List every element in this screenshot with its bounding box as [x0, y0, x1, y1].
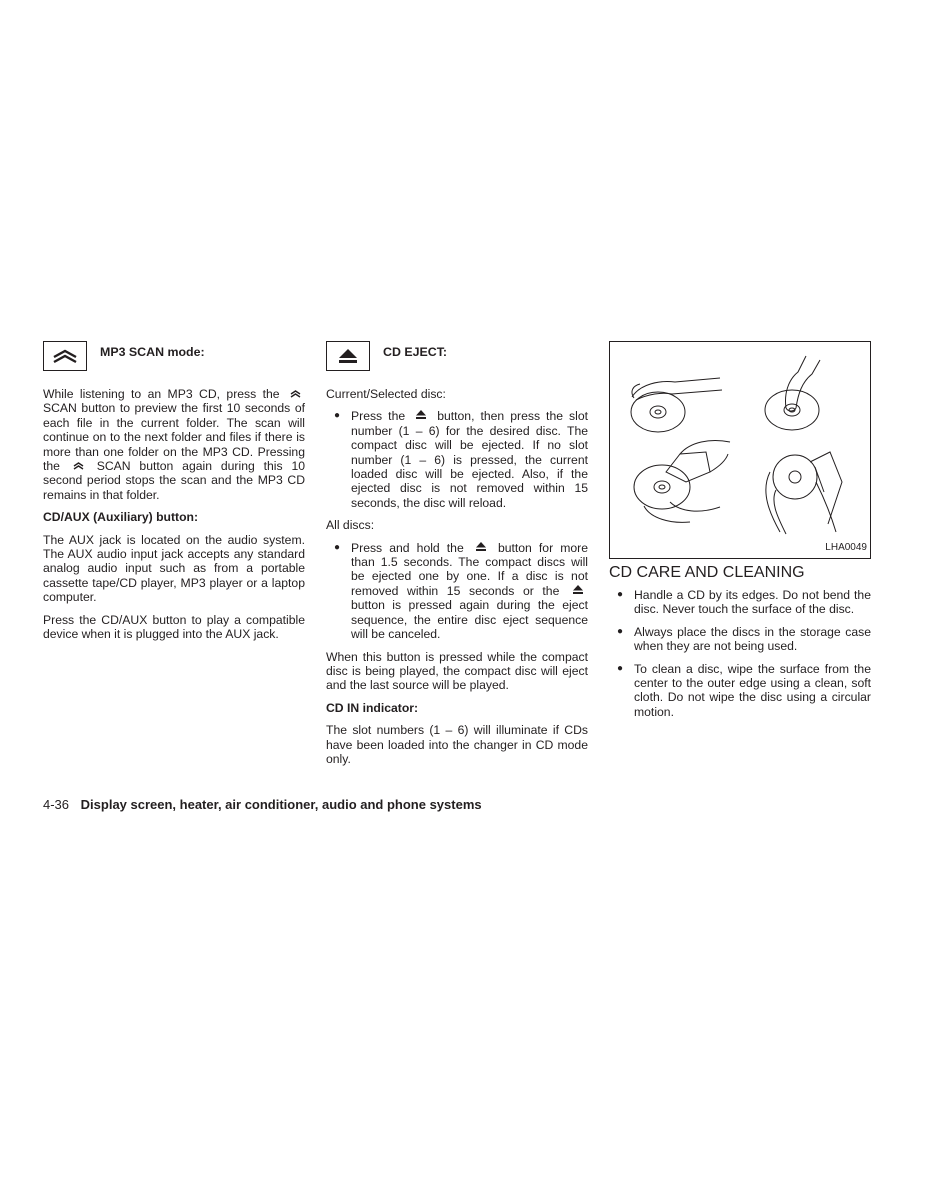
bullet2-text-b: button for more than 1.5 seconds. The compact discs will be ejected one by one. If a disc is not removed within 15 seconds or the [351, 540, 588, 598]
column-cd-eject [326, 341, 588, 774]
cd-aux-paragraph: Press the CD/AUX button to play a compatible device when it is plugged into the AUX jack. [43, 612, 305, 642]
scan-chevron-icon [51, 348, 79, 364]
list-item: ● Handle a CD by its edges. Do not bend the disc. Never touch the surface of the disc. [609, 588, 871, 617]
aux-jack-paragraph: The AUX jack is located on the audio system. The AUX audio input jack accepts any standard analog audio input such as from a portable cassette tape/CD player, MP3 player or a laptop computer. [43, 532, 305, 605]
all-discs-list [326, 541, 588, 642]
cd-care-heading: CD CARE AND CLEANING [609, 564, 805, 581]
cd-in-heading: CD IN indicator: [326, 700, 419, 715]
all-discs-label: All discs: [326, 518, 375, 533]
mp3-scan-text-c: SCAN button again during this 10 second period stops the scan and the MP3 CD remains in that folder. [43, 459, 305, 502]
cd-eject-heading: CD EJECT: [383, 344, 448, 359]
section-header-mp3-scan [43, 341, 305, 371]
mp3-scan-text-b: SCAN button to preview the first 10 seconds of each file in the current folder. The scan will continue on to the next folder and files if there is more than one folder on the MP3 CD. Pressing the [43, 401, 305, 474]
list-item: ● Always place the discs in the storage case when they are not being used. [609, 625, 871, 654]
scan-chevron-inline-icon [290, 387, 301, 401]
list-item [326, 409, 588, 510]
list-item [326, 541, 588, 642]
cd-care-list [609, 588, 871, 719]
list-item: ● To clean a disc, wipe the surface from the center to the outer edge using a clean, soft cloth. Do not wipe the disc using a circular motion. [609, 662, 871, 720]
column-cd-care [609, 341, 871, 727]
page-footer [43, 797, 482, 812]
scan-chevron-inline-icon [73, 459, 84, 473]
cd-handling-illustration [609, 341, 871, 559]
scan-button-icon-box [43, 341, 87, 371]
eject-inline-icon [475, 541, 487, 555]
column-mp3-scan [43, 341, 305, 650]
current-disc-list [326, 409, 588, 510]
cd-aux-heading: CD/AUX (Auxiliary) button: [43, 510, 199, 525]
chapter-title: Display screen, heater, air conditioner, audio and phone systems [80, 797, 482, 812]
eject-while-playing-paragraph: When this button is pressed while the compact disc is being played, the compact disc will eject and the last source will be played. [326, 649, 588, 693]
mp3-scan-heading: MP3 SCAN mode: [100, 344, 205, 359]
current-disc-label: Current/Selected disc: [326, 387, 446, 401]
bullet1-text-a: Press the [351, 409, 406, 424]
bullet1-text-b: button, then press the slot number (1 – 6) for the desired disc. The compact disc will be ejected. If no slot number (1 – 6) is pressed, the current loaded disc will be ejected. Also, if the ejected disc is not removed within 15 seconds, the disc will reload. [351, 409, 588, 510]
figure-label: LHA0049 [825, 541, 867, 553]
mp3-scan-text-a: While listening to an MP3 CD, press the [43, 387, 280, 401]
eject-inline-icon [572, 584, 584, 598]
section-header-cd-eject [326, 341, 588, 371]
mp3-scan-paragraph [43, 387, 305, 502]
cd-in-paragraph: The slot numbers (1 – 6) will illuminate if CDs have been loaded into the changer in CD mode only. [326, 723, 588, 766]
cd-handling-drawing [610, 342, 870, 558]
eject-inline-icon [415, 409, 427, 423]
page-number: 4-36 [43, 797, 70, 812]
eject-icon [337, 348, 359, 364]
eject-button-icon-box [326, 341, 370, 371]
bullet2-text-a: Press and hold the [351, 540, 464, 555]
bullet2-text-c: button is pressed again during the eject sequence, the entire disc eject sequence will be canceled. [351, 598, 588, 642]
